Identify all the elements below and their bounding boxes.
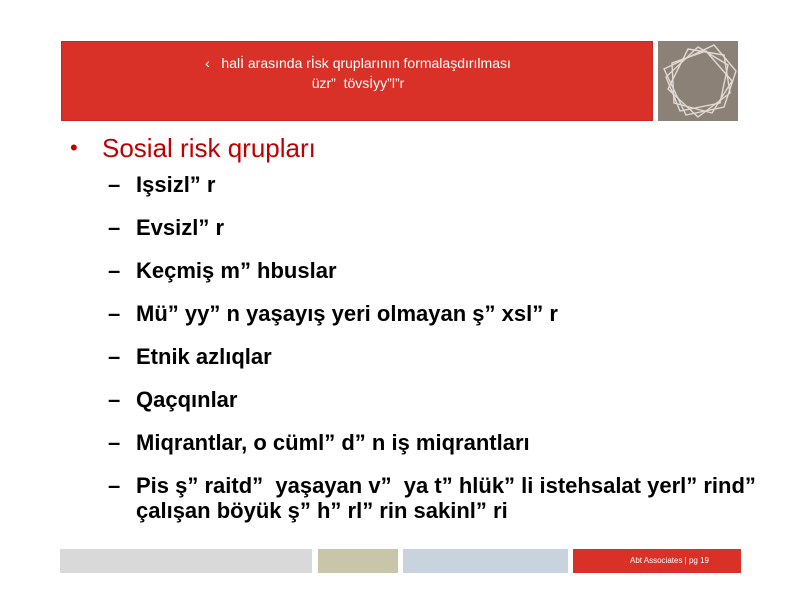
list-item-text: Keçmiş m” hbuslar [136, 258, 337, 283]
list-item [70, 258, 760, 283]
footer-label: Abt Associates | pg 19 [573, 549, 741, 573]
footer-bar-olive [318, 549, 398, 573]
bullet-heading [70, 128, 760, 168]
list-item [70, 215, 760, 240]
bullet-heading-text: Sosial risk qrupları [102, 133, 316, 163]
slide-body [70, 128, 769, 541]
list-item [70, 172, 760, 197]
list-item [70, 430, 760, 455]
footer-bar-blue [403, 549, 568, 573]
list-item-text: Etnik azlıqlar [136, 344, 272, 369]
title-banner [61, 41, 653, 121]
list-item-text: Mü” yy” n yaşayış yeri olmayan ş” xsl” r [136, 301, 558, 326]
list-item-text: Qaçqınlar [136, 387, 238, 412]
list-item [70, 387, 760, 412]
dash-icon: – [108, 215, 121, 240]
dash-icon: – [108, 301, 121, 326]
slide-title [62, 53, 654, 93]
abt-associates-logo-icon [658, 41, 738, 121]
dash-icon: – [108, 387, 121, 412]
list-item-text: Miqrantlar, o cüml” d” n iş miqrantları [136, 430, 530, 455]
dash-icon: – [108, 430, 121, 455]
sub-bullet-list [70, 172, 769, 523]
slide-title-line1: ‹ halİ arasında rİsk qruplarının formalaşdırılması [205, 55, 511, 71]
footer-bar-gray [60, 549, 312, 573]
dash-icon: – [108, 473, 121, 498]
list-item [70, 344, 760, 369]
list-item-text: Evsizl” r [136, 215, 225, 240]
dash-icon: – [108, 344, 121, 369]
list-item-text: Işsizl” r [136, 172, 216, 197]
list-item [70, 473, 769, 523]
list-item [70, 301, 760, 326]
list-item-text: Pis ş” raitd” yaşayan v” ya t” hlük” li istehsalat yerl” rind” çalışan böyük ş” h” rl” rin sakinl” ri [136, 473, 769, 523]
dash-icon: – [108, 258, 121, 283]
slide-title-line2: üzr” tövsİyy”l”r [311, 75, 405, 91]
dash-icon: – [108, 172, 121, 197]
bullet-dot-icon: • [70, 135, 78, 160]
